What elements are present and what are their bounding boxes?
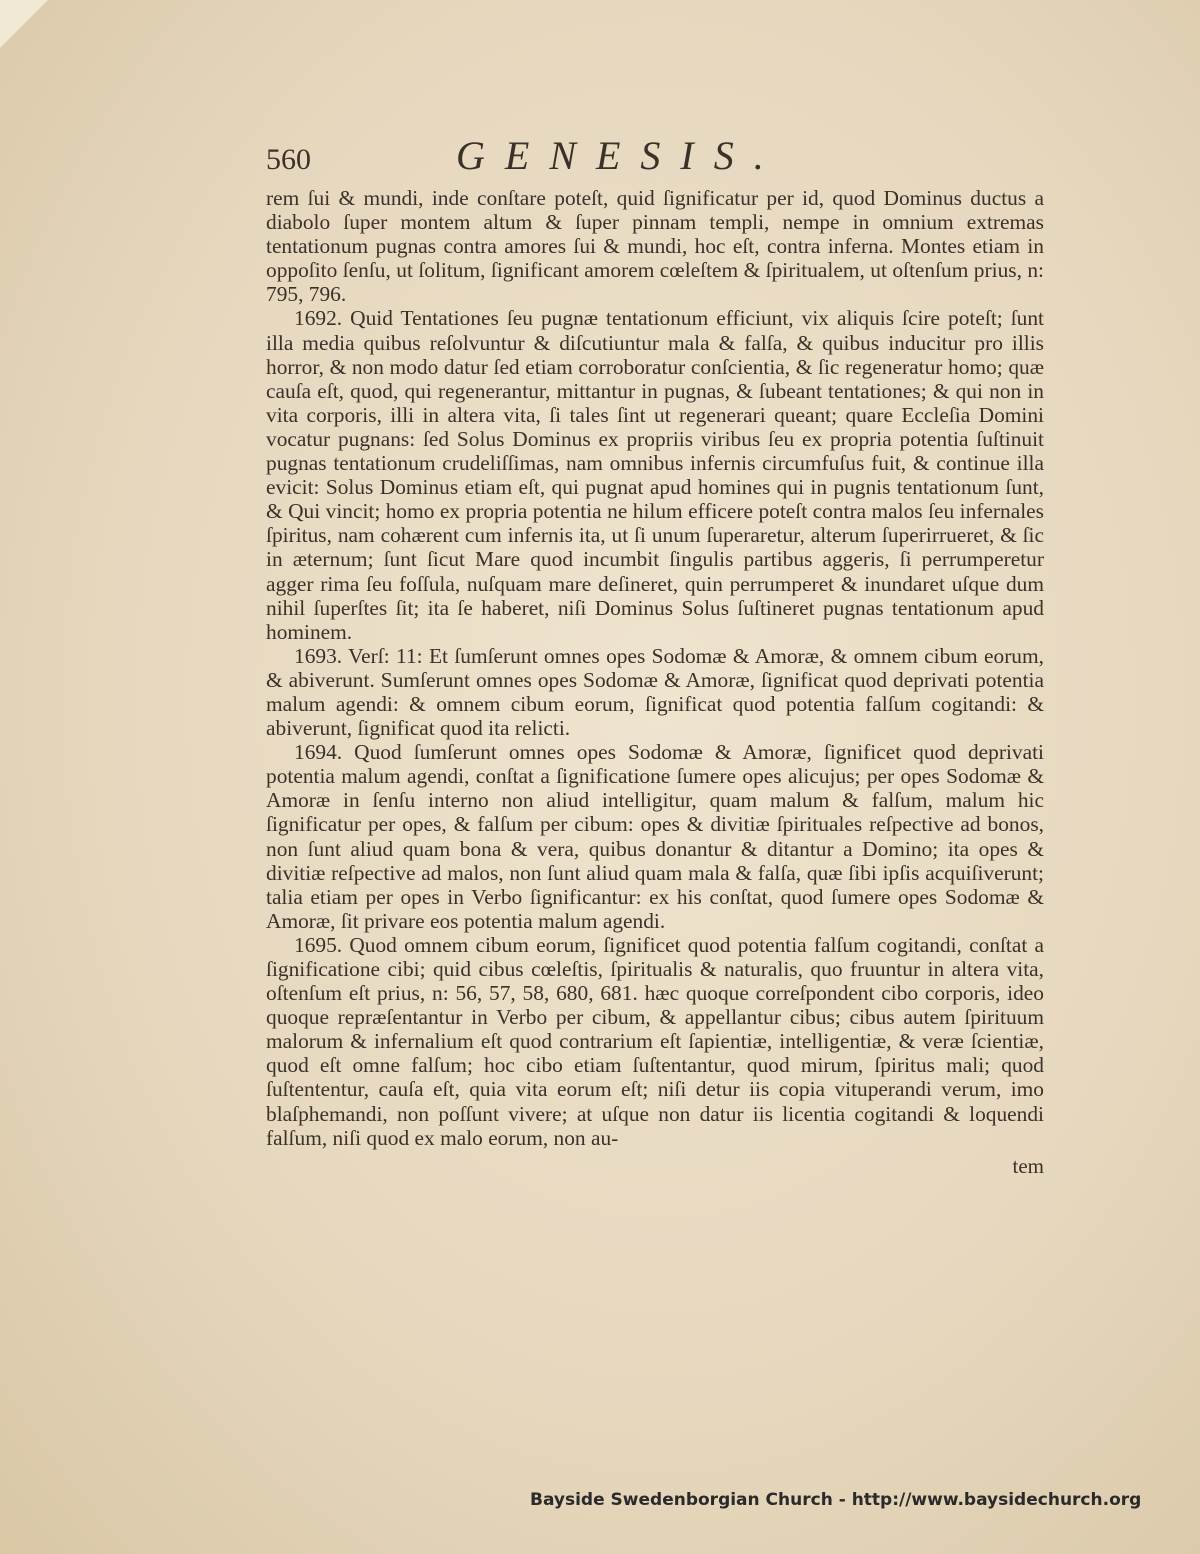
paragraph-1693: 1693. Verſ: 11: Et ſumſerunt omnes opes Sodomæ & Amoræ, & omnem cibum eorum, & abiverunt. Sumſerunt omnes opes Sodomæ & Amoræ, ſignificat quod deprivati potentia malum agendi: & omnem cibum eorum, ſignificat quod potentia falſum cogitandi: & abiverunt, ſignificat quod ita relicti. [266, 643, 1044, 741]
footer-credit: Bayside Swedenborgian Church - http://www.baysidechurch.org [530, 1490, 1142, 1510]
paragraph-1695: 1695. Quod omnem cibum eorum, ſignificet quod potentia falſum cogitandi, conſtat a ſignificatione cibi; quid cibus cœleſtis, ſpiritualis & naturalis, quo fruuntur in altera vita, oſtenſum eſt prius, n: 56, 57, 58, 680, 681. hæc quoque correſpondent cibo corporis, ideo quoque repræſentantur in Verbo per cibum, & appellantur cibus; cibus autem ſpirituum malorum & infernalium eſt quod contrarium eſt ſapientiæ, intelligentiæ, & veræ ſcientiæ, quod eſt omne falſum; hoc cibo etiam ſuſtentantur, quod mirum, ſpiritus mali; quod ſuſtententur, cauſa eſt, quia vita eorum eſt; niſi detur iis copia vituperandi verum, imo blaſphemandi, non poſſunt vivere; at uſque non datur iis licentia cogitandi & loquendi falſum, niſi quod ex malo eorum, non au- [266, 932, 1044, 1150]
page-number: 560 [266, 143, 311, 176]
paragraph-1692: 1692. Quid Tentationes ſeu pugnæ tentationum efficiunt, vix aliquis ſcire poteſt; ſunt illa media quibus reſolvuntur & diſcutiuntur mala & falſa, & quibus inducitur pro illis horror, & non modo datur ſed etiam corroboratur conſcientia, & ſic regeneratur homo; quæ cauſa eſt, quod, qui regenerantur, mittantur in pugnas, & ſubeant tentationes; & qui non in vita corporis, illi in altera vita, ſi tales ſint ut regenerari queant; quare Eccleſia Domini vocatur pugnans: ſed Solus Dominus ex propriis viribus ſeu ex propria potentia ſuſtinuit pugnas tentationum crudeliſſimas, nam omnibus infernis circumfuſus fuit, & continue illa evicit: Solus Dominus etiam eſt, qui pugnat apud homines qui in pugnis tentationum ſunt, & Qui vincit; homo ex propria potentia ne hilum efficere poteſt contra malos ſeu infernales ſpiritus, nam cohærent cum infernis ita, ut ſi unum ſuperaretur, alterum ſuperirrueret, & ſic in æternum; ſunt ſicut Mare quod incumbit ſingulis partibus aggeris, ſi perrumperetur agger rima ſeu foſſula, nuſquam mare deſineret, quin perrumperet & inundaret uſque dum nihil ſuperſtes ſit; ita ſe haberet, niſi Dominus Solus ſuſtineret pugnas tentationum apud hominem. [266, 306, 1044, 644]
catchword: tem [1012, 1153, 1044, 1178]
page-title: GENESIS. [456, 133, 784, 178]
paragraph-continuation: rem ſui & mundi, inde conſtare poteſt, quid ſignificatur per id, quod Dominus ductus a diabolo ſuper montem altum & ſuper pinnam templi, nempe in omnium extremas tentationum pugnas contra amores ſui & mundi, hoc eſt, contra inferna. Montes etiam in oppoſito ſenſu, ut ſolitum, ſignificant amorem cœleſtem & ſpiritualem, ut oſtenſum prius, n: 795, 796. [266, 186, 1044, 307]
page-corner-fold [0, 0, 48, 48]
book-page [266, 132, 1044, 1179]
body-text [266, 186, 1044, 1150]
paragraph-1694: 1694. Quod ſumſerunt omnes opes Sodomæ & Amoræ, ſignificet quod deprivati potentia malum agendi, conſtat a ſignificatione ſumere opes alicujus; per opes Sodomæ & Amoræ in ſenſu interno non aliud intelligitur, quam malum & falſum, malum hic ſignificatur per opes, & falſum per cibum: opes & divitiæ ſpirituales reſpective ad bonos, non ſunt aliud quam bona & vera, quibus donantur & ditantur a Domino; ita opes & divitiæ reſpective ad malos, non ſunt aliud quam mala & falſa, quæ ſibi ipſis acquiſiverunt; talia etiam per opes in Verbo ſignificantur: ex his conſtat, quod ſumere opes Sodomæ & Amoræ, ſit privare eos potentia malum agendi. [266, 740, 1044, 933]
running-head [266, 132, 1044, 186]
